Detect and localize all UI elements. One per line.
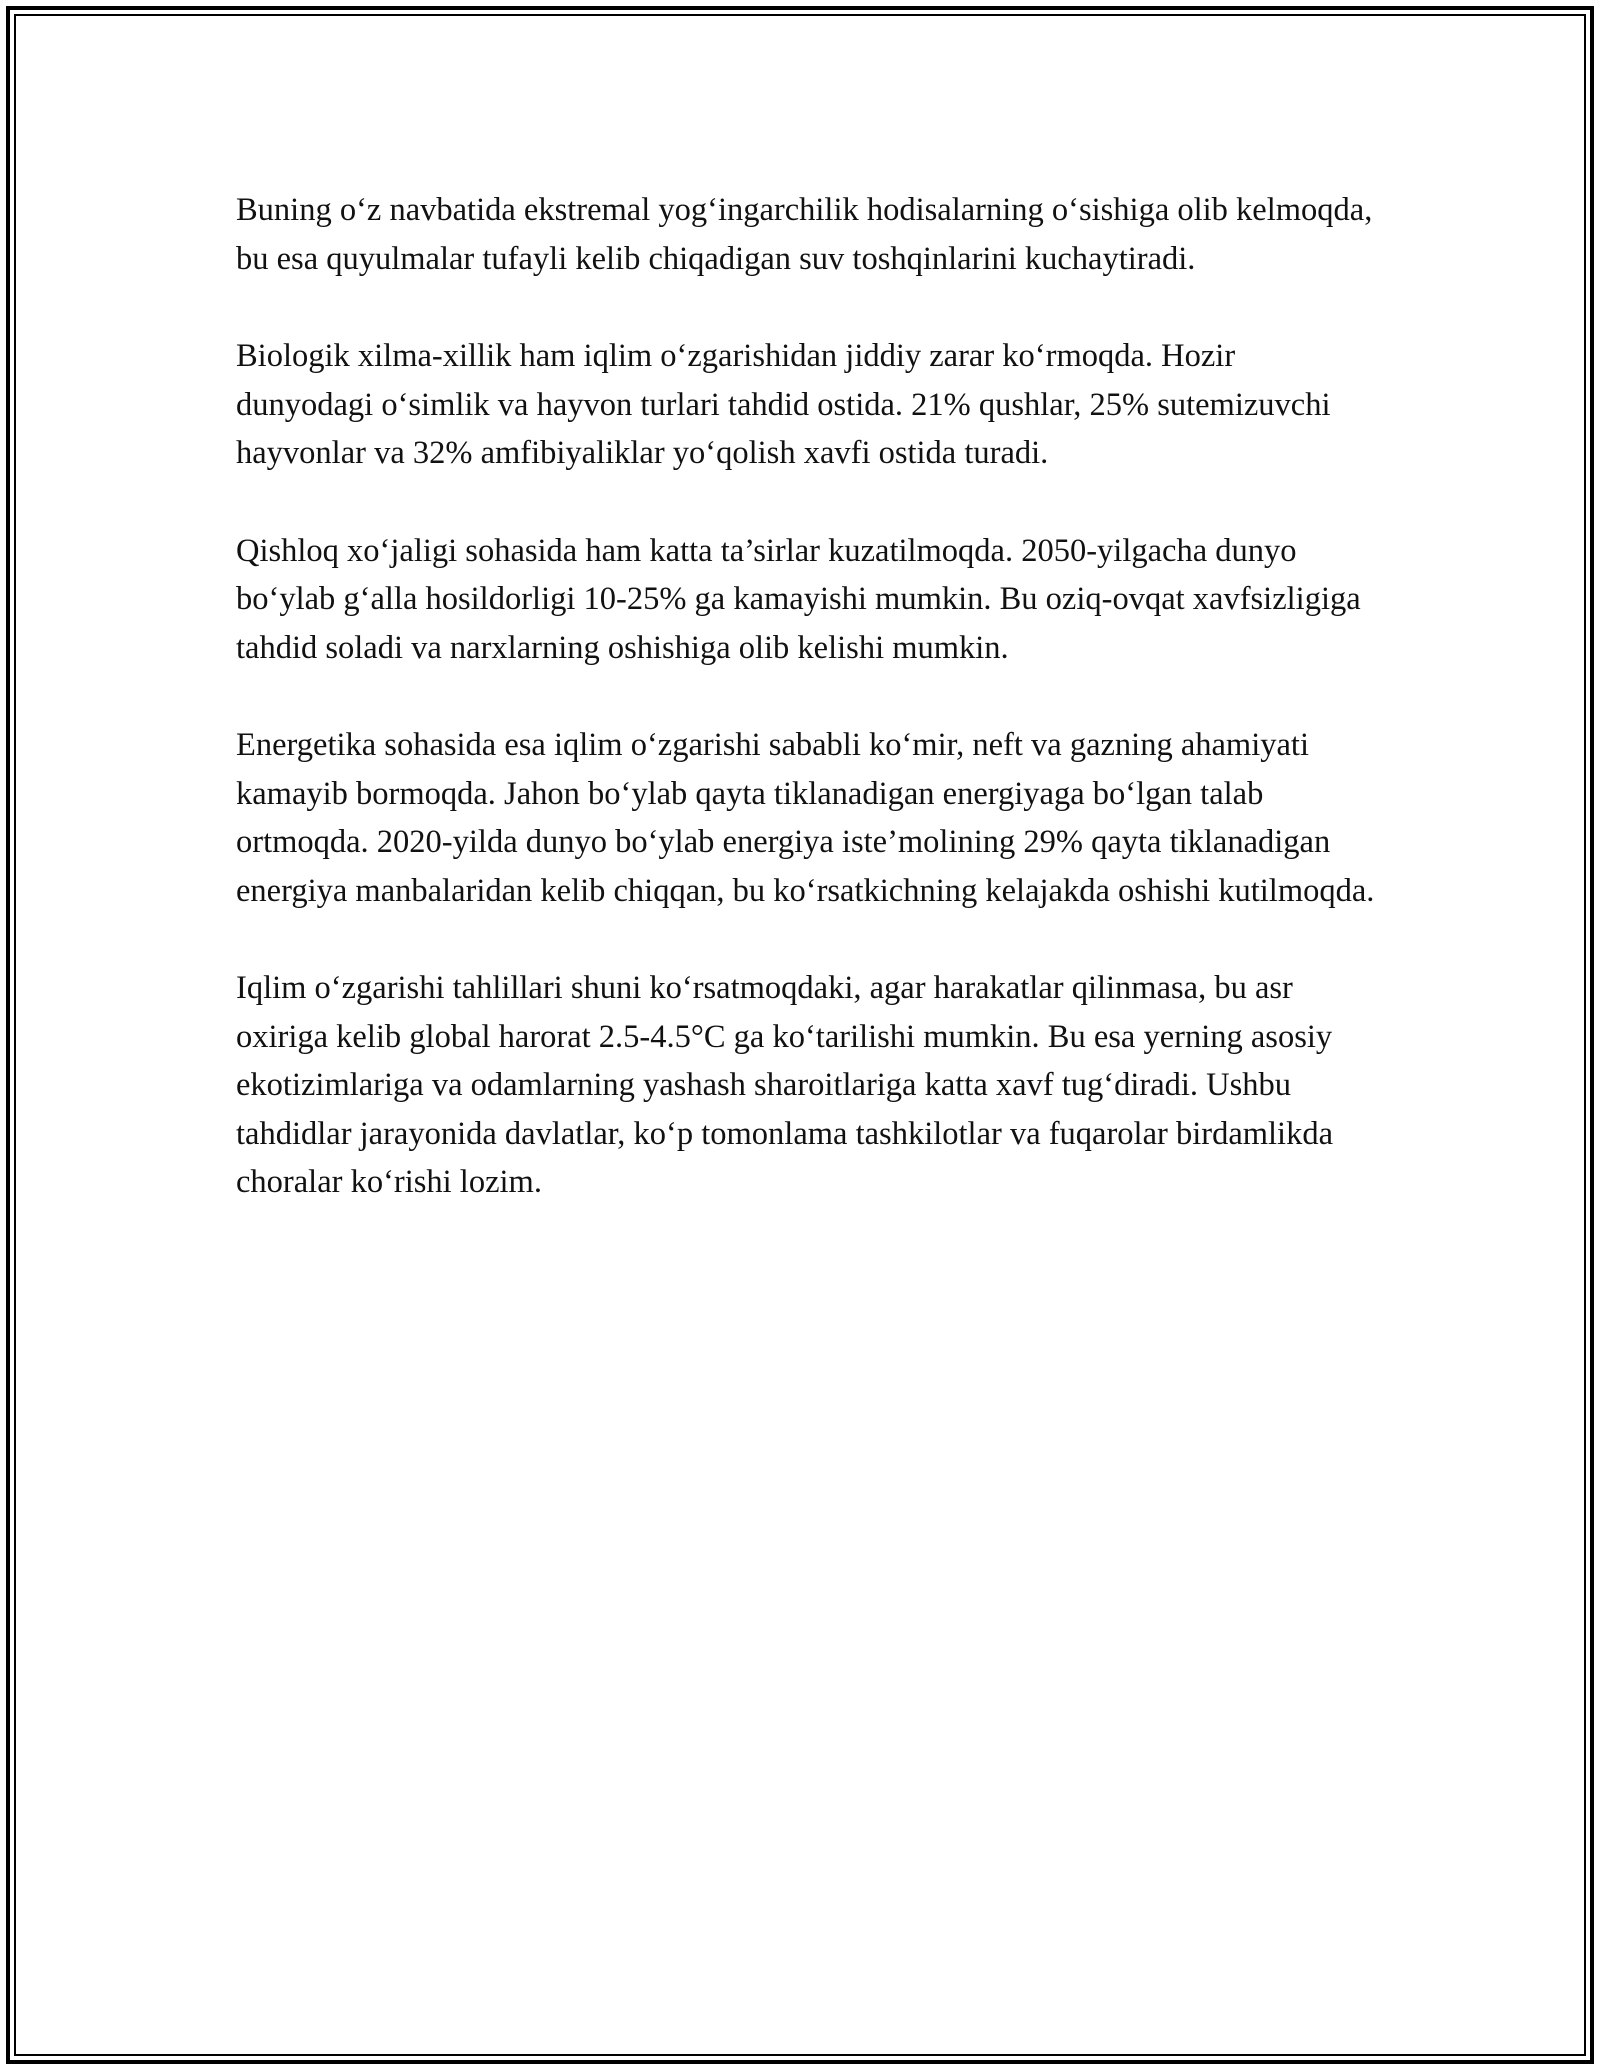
paragraph-4: Energetika sohasida esa iqlim o‘zgarishi sababli ko‘mir, neft va gazning ahamiyati kamayib bormoqda. Jahon bo‘ylab qayta tiklanadigan energiyaga bo‘lgan talab ortmoqda. 2020-yilda dunyo bo‘ylab energiya iste’molining 29% qayta tiklanadigan energiya manbalaridan kelib chiqqan, bu ko‘rsatkichning kelajakda oshishi kutilmoqda. [236,727,1375,909]
paragraph-2: Biologik xilma-xillik ham iqlim o‘zgarishidan jiddiy zarar ko‘rmoqda. Hozir dunyodagi o‘simlik va hayvon turlari tahdid ostida. 21% qushlar, 25% sutemizuvchi hayvonlar va 32% amfibiyaliklar yo‘qolish xavfi ostida turadi. [236,338,1331,471]
document-body [236,186,1376,1256]
paragraph-3: Qishloq xo‘jaligi sohasida ham katta ta’sirlar kuzatilmoqda. 2050-yilgacha dunyo bo‘ylab g‘alla hosildorligi 10-25% ga kamayishi mumkin. Bu oziq-ovqat xavfsizligiga tahdid soladi va narxlarning oshishiga olib kelishi mumkin. [236,532,1361,666]
paragraph-1: Buning o‘z navbatida ekstremal yog‘ingarchilik hodisalarning o‘sishiga olib kelmoqda, bu esa quyulmalar tufayli kelib chiqadigan suv toshqinlarini kuchaytiradi. [236,192,1373,277]
paragraph-5: Iqlim o‘zgarishi tahlillari shuni ko‘rsatmoqdaki, agar harakatlar qilinmasa, bu asr oxiriga kelib global harorat 2.5-4.5°C ga ko‘tarilishi mumkin. Bu esa yerning asosiy ekotizimlariga va odamlarning yashash sharoitlariga katta xavf tug‘diradi. Ushbu tahdidlar jarayonida davlatlar, ko‘p tomonlama tashkilotlar va fuqarolar birdamlikda choralar ko‘rishi lozim. [236,970,1334,1200]
